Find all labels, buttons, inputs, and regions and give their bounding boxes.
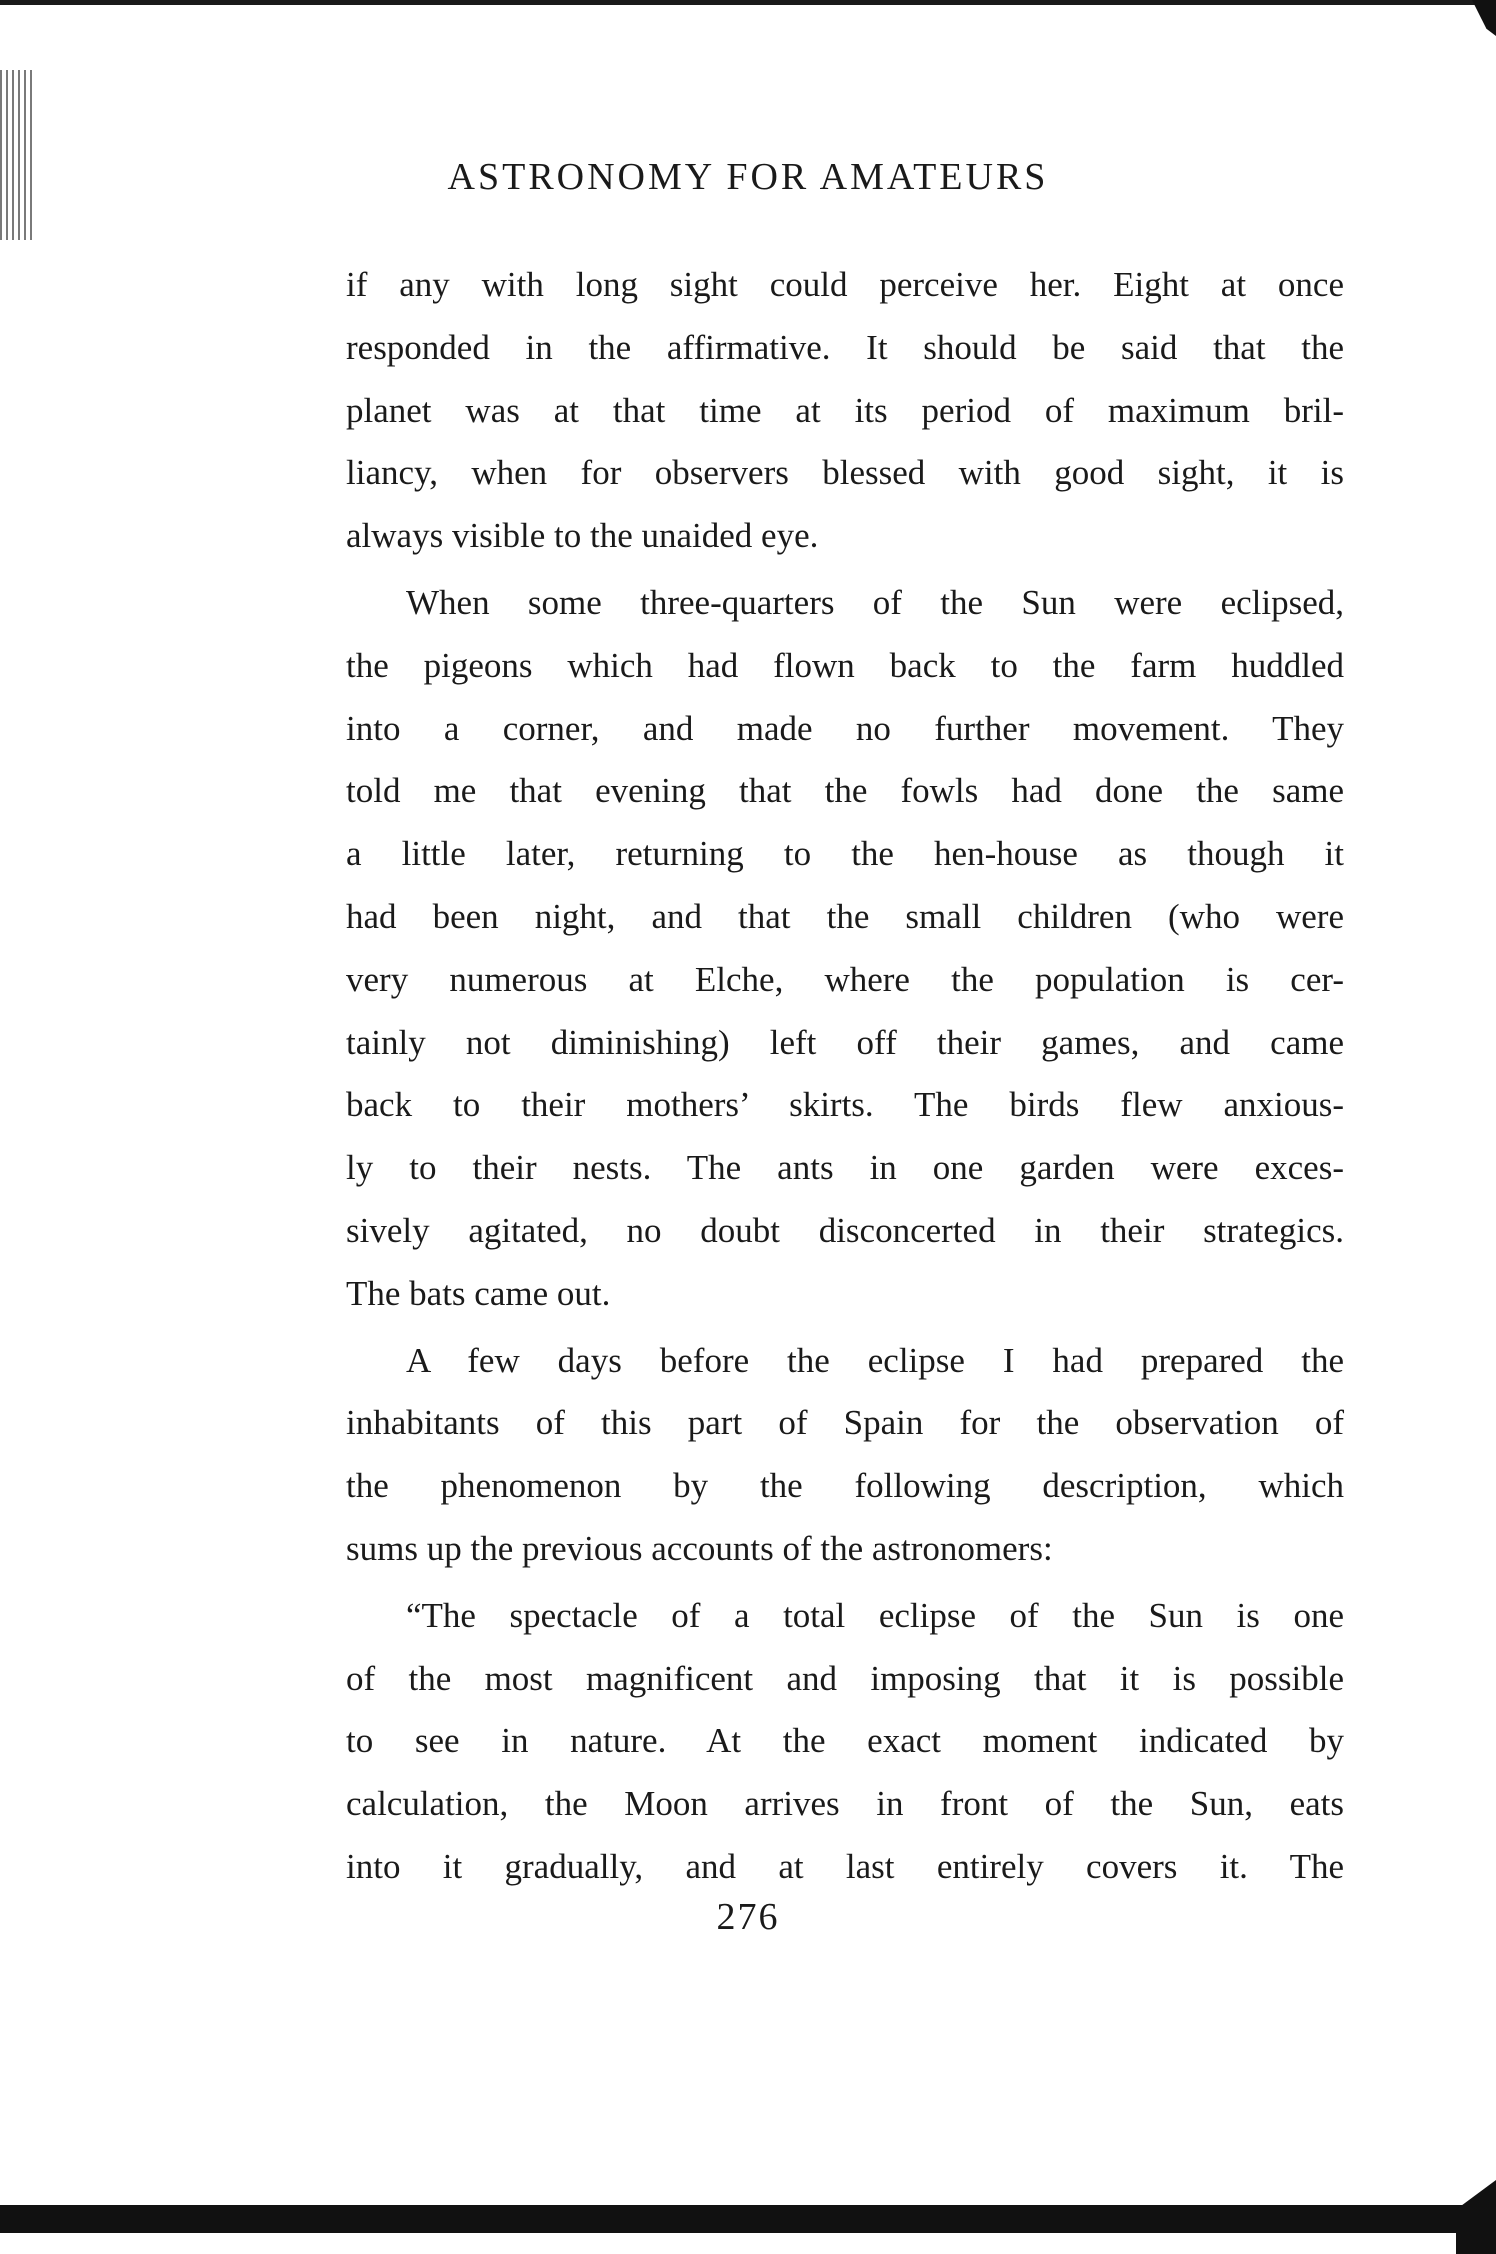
- text-line: always visible to the unaided eye.: [346, 516, 819, 556]
- text-line: the pigeons which had flown back to the farm huddled: [346, 645, 1344, 685]
- bottom-corner-mark: [1456, 2180, 1496, 2254]
- text-line: tainly not diminishing) left off their games, and came: [346, 1022, 1344, 1062]
- top-page-edge-rule: [0, 0, 1496, 5]
- text-line: sums up the previous accounts of the astronomers:: [346, 1528, 1053, 1568]
- top-corner-mark: [1472, 0, 1496, 36]
- text-line: When some three-quarters of the Sun were eclipsed,: [406, 582, 1344, 622]
- text-line: sively agitated, no doubt disconcerted in their strategics.: [346, 1210, 1344, 1250]
- paragraph: [346, 1585, 1344, 1899]
- text-line: if any with long sight could perceive her. Eight at once: [346, 265, 1344, 304]
- text-line: back to their mothers’ skirts. The birds flew anxious-: [346, 1085, 1344, 1125]
- paragraph: [346, 572, 1344, 1326]
- text-line: responded in the affirmative. It should be said that the: [346, 327, 1344, 367]
- text-line: ly to their nests. The ants in one garden were exces-: [346, 1148, 1344, 1188]
- text-line: calculation, the Moon arrives in front of the Sun, eats: [346, 1784, 1344, 1824]
- text-line: planet was at that time at its period of maximum bril-: [346, 390, 1344, 430]
- paragraph: [346, 1330, 1344, 1581]
- text-line: a little later, returning to the hen-house as though it: [346, 834, 1344, 874]
- text-line: The bats came out.: [346, 1273, 611, 1313]
- text-line: of the most magnificent and imposing that it is possible: [346, 1658, 1344, 1698]
- text-line: inhabitants of this part of Spain for the observation of: [346, 1403, 1344, 1443]
- text-line: the phenomenon by the following description, which: [346, 1466, 1344, 1506]
- text-line: to see in nature. At the exact moment indicated by: [346, 1721, 1344, 1761]
- text-line: into a corner, and made no further movement. They: [346, 708, 1344, 748]
- text-line: very numerous at Elche, where the population is cer-: [346, 959, 1344, 999]
- text-line: told me that evening that the fowls had done the same: [346, 771, 1344, 811]
- text-line: liancy, when for observers blessed with good sight, it is: [346, 453, 1344, 493]
- paragraph: [346, 254, 1344, 568]
- text-line: “The spectacle of a total eclipse of the Sun is one: [406, 1595, 1344, 1635]
- text-line: into it gradually, and at last entirely covers it. The: [346, 1846, 1344, 1886]
- bottom-page-edge-rule: [0, 2205, 1496, 2233]
- body-text: [346, 254, 1344, 1899]
- text-line: had been night, and that the small children (who were: [346, 896, 1344, 936]
- page-number: 276: [716, 1896, 780, 1938]
- running-head: ASTRONOMY FOR AMATEURS: [447, 156, 1049, 198]
- text-line: A few days before the eclipse I had prepared the: [406, 1340, 1344, 1380]
